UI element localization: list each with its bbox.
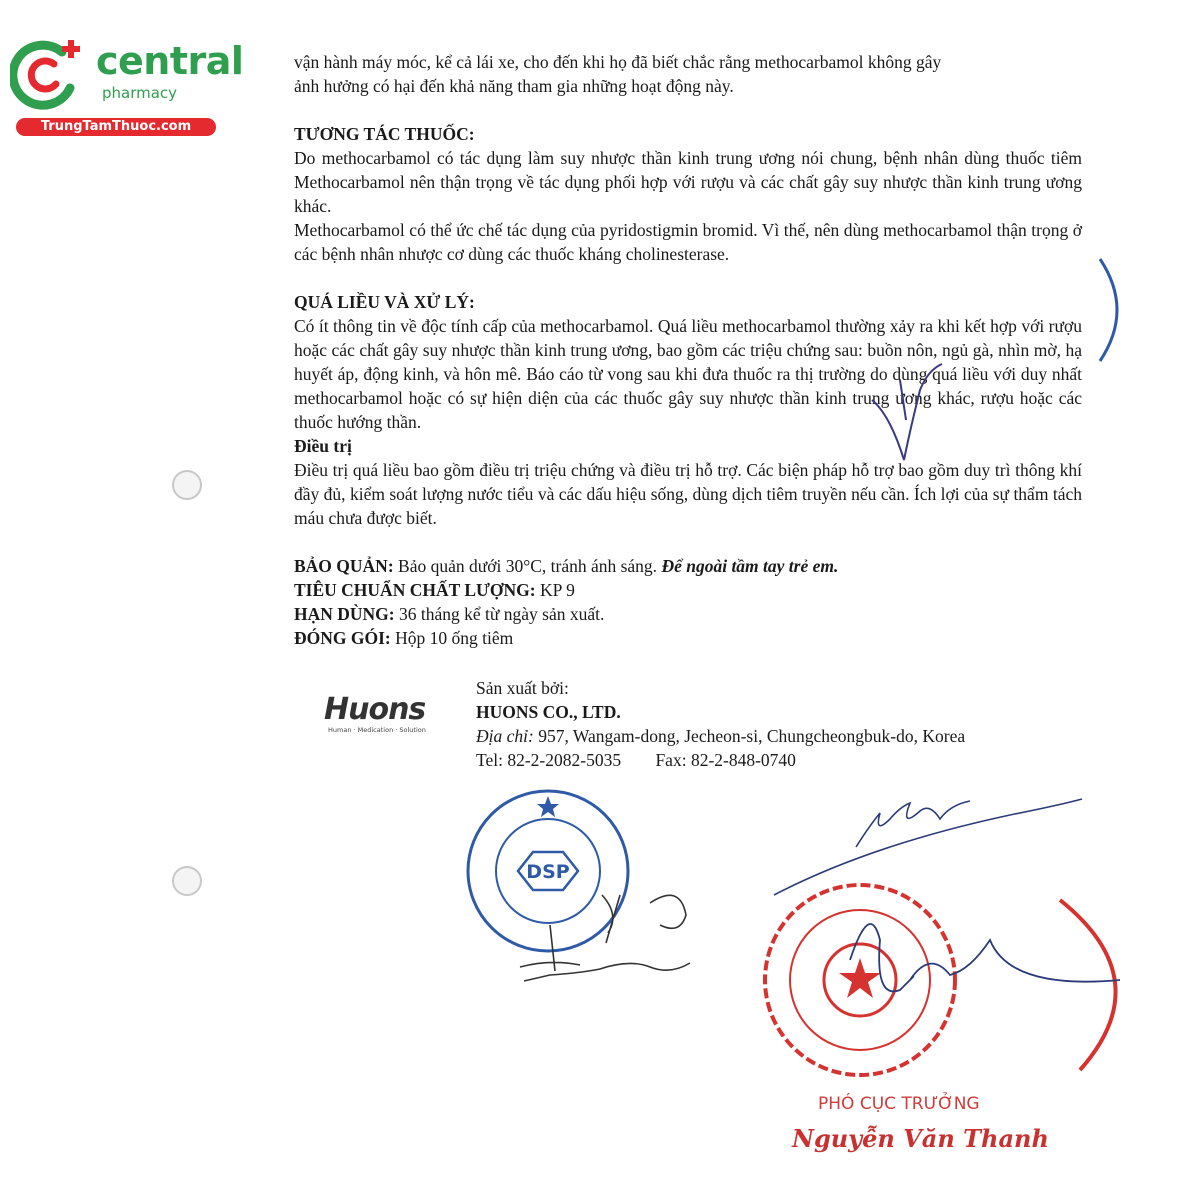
storage-label: BẢO QUẢN: bbox=[294, 556, 394, 576]
storage-text: Bảo quản dưới 30°C, tránh ánh sáng. bbox=[398, 556, 658, 576]
quality-row bbox=[294, 578, 1082, 602]
manufacturer-block bbox=[476, 676, 1116, 772]
logo-sub: pharmacy bbox=[102, 84, 178, 102]
address-text: 957, Wangam-dong, Jecheon-si, Chungcheongbuk-do, Korea bbox=[538, 726, 966, 746]
official-title: PHÓ CỤC TRƯỞNG bbox=[818, 1094, 980, 1114]
quality-label: TIÊU CHUẨN CHẤT LƯỢNG: bbox=[294, 580, 536, 600]
official-red-stamp bbox=[760, 880, 1150, 1080]
pharmacy-cross-icon bbox=[10, 38, 92, 110]
interactions-para-1: Do methocarbamol có tác dụng làm suy nhược thần kinh trung ương nói chung, bệnh nhân dùng thuốc tiêm Methocarbamol nên thận trọng về tác dụng phối hợp với rượu và các chất gây suy nhược thần kinh trung ương khác. bbox=[294, 148, 1082, 216]
official-name: Nguyễn Văn Thanh bbox=[792, 1124, 1049, 1153]
logo-name: central bbox=[96, 39, 244, 83]
fax-text: Fax: 82-2-848-0740 bbox=[655, 750, 796, 770]
interactions-para-2: Methocarbamol có thể ức chế tác dụng của pyridostigmin bromid. Vì thế, nên dùng methocarbamol thận trọng ở các bệnh nhân nhược cơ dùng các thuốc kháng cholinesterase. bbox=[294, 220, 1082, 264]
checkmark-signature-icon bbox=[870, 360, 960, 470]
intro-line-2: ảnh hưởng có hại đến khả năng tham gia những hoạt động này. bbox=[294, 76, 734, 96]
storage-warning: Để ngoài tầm tay trẻ em. bbox=[661, 556, 839, 576]
overdose-title: QUÁ LIỀU VÀ XỬ LÝ: bbox=[294, 292, 475, 312]
shelf-life-row bbox=[294, 602, 1082, 626]
partial-stamp-icon bbox=[1090, 255, 1130, 365]
packing-label: ĐÓNG GÓI: bbox=[294, 628, 391, 648]
packing-row bbox=[294, 626, 1082, 650]
huons-logo bbox=[324, 694, 454, 742]
logo-site: TrungTamThuoc.com bbox=[16, 118, 216, 136]
quality-text: KP 9 bbox=[540, 580, 575, 600]
treatment-title: Điều trị bbox=[294, 436, 352, 456]
intro-line-1: vận hành máy móc, kể cả lái xe, cho đến khi họ đã biết chắc rằng methocarbamol không gây bbox=[294, 52, 942, 72]
packing-text: Hộp 10 ống tiêm bbox=[395, 628, 514, 648]
punch-hole-icon bbox=[172, 470, 202, 500]
manufacturer-intro: Sản xuất bởi: bbox=[476, 678, 569, 698]
tel-text: Tel: 82-2-2082-5035 bbox=[476, 750, 622, 770]
dsp-stamp-center: DSP bbox=[526, 861, 570, 883]
contact-row bbox=[476, 748, 1116, 772]
document-body bbox=[294, 50, 1082, 650]
central-pharmacy-logo bbox=[10, 38, 244, 138]
punch-hole-icon bbox=[172, 866, 202, 896]
handwritten-signature-icon bbox=[510, 885, 730, 990]
manufacturer-address-row bbox=[476, 724, 1116, 748]
address-label: Địa chỉ: bbox=[476, 726, 534, 746]
overdose-para-2: Điều trị quá liều bao gồm điều trị triệu chứng và điều trị hỗ trợ. Các biện pháp hỗ trợ bao gồm duy trì thông khí đầy đủ, kiểm soát lượng nước tiểu và các dấu hiệu sống, dùng dịch tiêm truyền nếu cần. Ích lợi của sự thẩm tách máu chưa được biết. bbox=[294, 460, 1082, 528]
storage-row bbox=[294, 554, 1082, 578]
manufacturer-name: HUONS CO., LTD. bbox=[476, 702, 621, 722]
shelf-life-label: HẠN DÙNG: bbox=[294, 604, 395, 624]
interactions-title: TƯƠNG TÁC THUỐC: bbox=[294, 124, 475, 144]
huons-logo-tagline: Human · Medication · Solution bbox=[328, 726, 426, 734]
shelf-life-text: 36 tháng kể từ ngày sản xuất. bbox=[399, 604, 605, 624]
overdose-para-1: Có ít thông tin về độc tính cấp của methocarbamol. Quá liều methocarbamol thường xảy ra khi kết hợp với rượu hoặc các chất gây suy nhược thần kinh trung ương, bao gồm các triệu chứng sau: buồn nôn, ngủ gà, nhìn mờ, hạ huyết áp, động kinh, và hôn mê. Báo cáo từ vong sau khi đưa thuốc ra thị trường do dùng quá liều với duy nhất methocarbamol hoặc có sự hiện diện của các thuốc gây suy nhược thần kinh trung ương khác, rượu hoặc các thuốc hướng thần. bbox=[294, 316, 1082, 432]
huons-logo-word: Huons bbox=[324, 692, 426, 727]
